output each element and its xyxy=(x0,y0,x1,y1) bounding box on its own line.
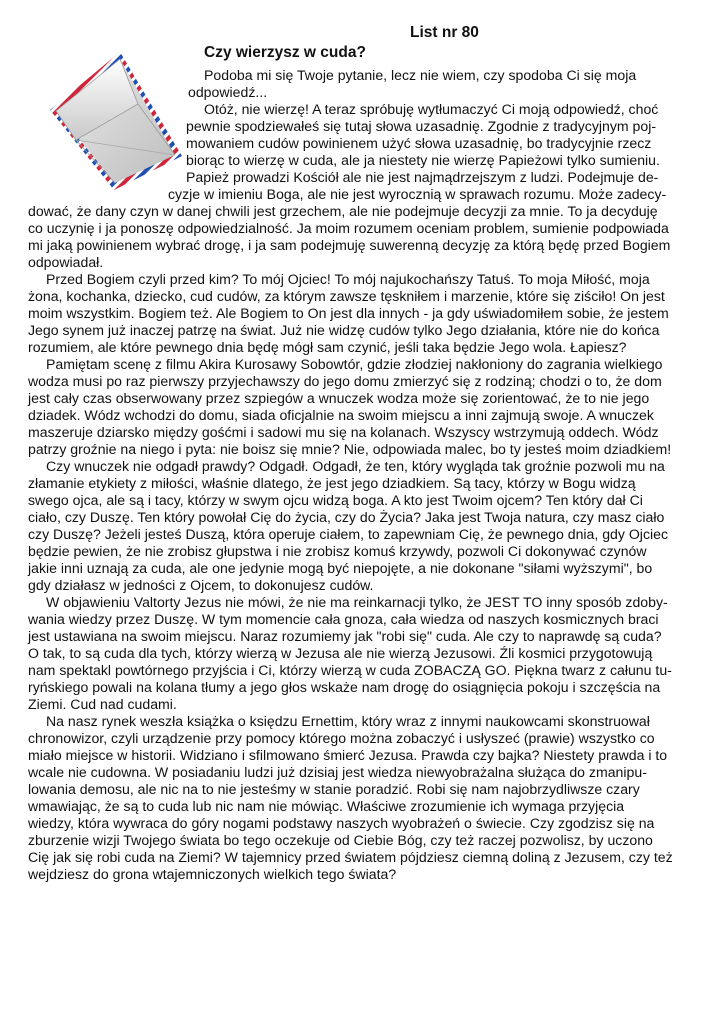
text-line: ryńskiego powali na kolana tłumy a jego głos wskaże nam drogę do osiągnięcia pokoju i szczęścia na xyxy=(28,679,661,695)
text-line: biorąc to wierzę w cuda, ale ja niestety nie wierzę Papieżowi tylko sumieniu. xyxy=(186,152,660,168)
text-line: maszeruje dziarsko między gośćmi i sadowi mu się na kolanach. Wszyscy wstrzymują oddech. Wódz xyxy=(28,424,659,440)
text-line: moim wszystkim. Bogiem też. Ale Bogiem to On jest dla innych - ja gdy uświadomiłem sobie, że jestem xyxy=(28,305,669,321)
text-line: ciało, czy Duszę. Ten który powołał Cię do życia, czy do Życia? Jaka jest Twoja natura, czy masz ciało xyxy=(28,509,665,525)
text-line: mi jaką powinienem wybrać drogę, i ja sam podejmuję suwerenną decyzję za którą będę przed Bogiem xyxy=(28,237,671,253)
text-line: Przed Bogiem czyli przed kim? To mój Ojciec! To mój najukochańszy Tatuś. To moja Miłość, moja xyxy=(46,271,650,287)
text-line: Jego synem już inaczej patrzę na świat. Już nie widzę cudów tylko Jego działania, które nie do końca xyxy=(28,322,660,338)
text-line: wejdziesz do grona wtajemniczonych wielkich tego świata? xyxy=(28,866,397,882)
airmail-envelope-icon xyxy=(42,44,190,194)
text-line: Otóż, nie wierzę! A teraz spróbuję wytłumaczyć Ci moją odpowiedź, choć xyxy=(204,101,659,117)
text-line: Podoba mi się Twoje pytanie, lecz nie wiem, czy spodoba Ci się moja xyxy=(204,67,637,83)
text-line: rozumiem, ale które pewnego dnia będę mógł sam czynić, jeśli taka będzie Jego wola. Łapiesz? xyxy=(28,339,627,355)
text-line: lowania demosu, ale nic na to nie jesteśmy w stanie poradzić. Robi się nam najobrzydliwsze czary xyxy=(28,781,640,797)
text-line: cyzje w imieniu Boga, ale nie jest wyrocznią w sprawach rozumu. Może zadecy- xyxy=(168,186,667,202)
text-line: jakie inni uznają za cuda, ale one jedynie mogą być niepojęte, a nie dokonane "siłami wyższymi", bo xyxy=(28,560,653,576)
text-line: patrzy groźnie na niego i pyta: nie boisz się mnie? Nie, odpowiada malec, bo ty jesteś moim dziadkiem! xyxy=(28,441,672,457)
text-line: czy Duszę? Jeżeli jesteś Duszą, która operuje ciałem, to zapewniam Cię, że pewnego dnia, gdy Ojciec xyxy=(28,526,669,542)
text-line: gdy działasz w jedności z Ojcem, to dokonujesz cudów. xyxy=(28,577,374,593)
text-line: Ziemi. Cud nad cudami. xyxy=(28,696,177,712)
text-line: zburzenie wizji Twojego świata bo tego oczekuje od Ciebie Bóg, czy też raczej pozwolisz, by uczono xyxy=(28,832,653,848)
text-line: wmawiając, że są to cuda lub nic nam nie mówiąc. Właściwe zrozumienie ich wymaga przyjęcia xyxy=(28,798,625,814)
text-line: wania wiedzy przez Duszę. W tym momencie cała gnoza, cała wiedza od naszych kosmicznych braci xyxy=(28,611,659,627)
text-line: pewnie spodziewałeś się tutaj słowa uzasadnię. Zgodnie z tradycyjnym poj- xyxy=(186,118,657,134)
text-line: swego ojca, ale są i tacy, którzy w swym ojcu widzą boga. A kto jest Twoim ojcem? Ten który dał Ci xyxy=(28,492,643,508)
text-line: wiedzy, która wywraca do góry nogami podstawy naszych wyobrażeń o świecie. Czy zgodzisz się na xyxy=(28,815,655,831)
text-line: Cię jak się robi cuda na Ziemi? W tajemnicy przed światem pójdziesz ciemną doliną z Jezusem, czy też xyxy=(28,849,673,865)
text-line: O tak, to są cuda dla tych, którzy wierzą w Jezusa ale nie wierzą Jezusowi. Źli kosmici przygotowują xyxy=(28,645,653,661)
text-line: żona, kochanka, dziecko, cud cudów, za którym zawsze tęskniłem i marzenie, które się ziściło! On jest xyxy=(28,288,665,304)
text-line: Papież prowadzi Kościół ale nie jest najmądrzejszym z ludzi. Podejmuje de- xyxy=(186,169,659,185)
article-title: Czy wierzysz w cuda? xyxy=(204,44,366,61)
text-line: odpowiadał. xyxy=(28,254,104,270)
text-line: złamanie etykiety z miłości, właśnie dlatego, że jest jego dziadkiem. Są tacy, którzy w Bogu widzą xyxy=(28,475,636,491)
text-line: wodza musi po raz pierwszy przyjechawszy do jego domu zmierzyć się z rodziną; chodzi o to, że dom xyxy=(28,373,662,389)
text-line: Czy wnuczek nie odgadł prawdy? Odgadł. Odgadł, że ten, który wygląda tak groźnie pozwoli mu na xyxy=(46,458,665,474)
text-line: jest ustawiana na swoim miejscu. Naraz rozumiemy jak "robi się" cuda. Ale czy to naprawdę są cuda? xyxy=(28,628,662,644)
text-line: co uczynię i ja ponoszę odpowiedzialność. Ja moim rozumem oceniam problem, sumienie podpowiada xyxy=(28,220,669,236)
text-line: chronowizor, czyli urządzenie przy pomocy którego można zobaczyć i usłyszeć (prawie) wszystko co xyxy=(28,730,655,746)
text-line: Pamiętam scenę z filmu Akira Kurosawy Sobowtór, gdzie złodziej nakłoniony do zagrania wielkiego xyxy=(46,356,663,372)
text-line: jest cały czas obserwowany przez szpiegów a wnuczek wodza może się zorientować, że to nie jego xyxy=(28,390,650,406)
text-line: dziadek. Wódz wchodzi do domu, siada oficjalnie na swoim miejscu a inni zajmują swoje. A wnuczek xyxy=(28,407,654,423)
text-line: mowaniem cudów powinienem użyć słowa uzasadnię, bo tradycyjnie rzecz xyxy=(186,135,652,151)
text-line: W objawieniu Valtorty Jezus nie mówi, że nie ma reinkarnacji tylko, że JEST TO inny sposób zdoby- xyxy=(46,594,668,610)
text-line: nam spektakl powtórnego przyjścia i Ci, którzy wierzą w cuda ZOBACZĄ GO. Piękna twarz z całunu tu- xyxy=(28,662,672,678)
text-line: będzie pewien, że nie zrobisz głupstwa i nie zrobisz komuś krzywdy, pozwoli Ci dokonywać czynów xyxy=(28,543,647,559)
text-line: Na nasz rynek weszła książka o księdzu Ernettim, który wraz z innymi naukowcami skonstruował xyxy=(46,713,650,729)
list-number-heading: List nr 80 xyxy=(410,24,479,41)
text-line: miało miejsce w historii. Widziano i sfilmowano śmierć Jezusa. Prawda czy bajka? Niestety prawda i to xyxy=(28,747,668,763)
text-line: dować, że dany czyn w danej chwili jest grzechem, ale nie podejmuje decyzji za mnie. To ja decyduję xyxy=(28,203,658,219)
text-line: odpowiedź... xyxy=(188,84,268,100)
text-line: wcale nie cudowna. W posiadaniu ludzi już dzisiaj jest wiedza niewyobrażalna służąca do zmanipu- xyxy=(28,764,647,780)
